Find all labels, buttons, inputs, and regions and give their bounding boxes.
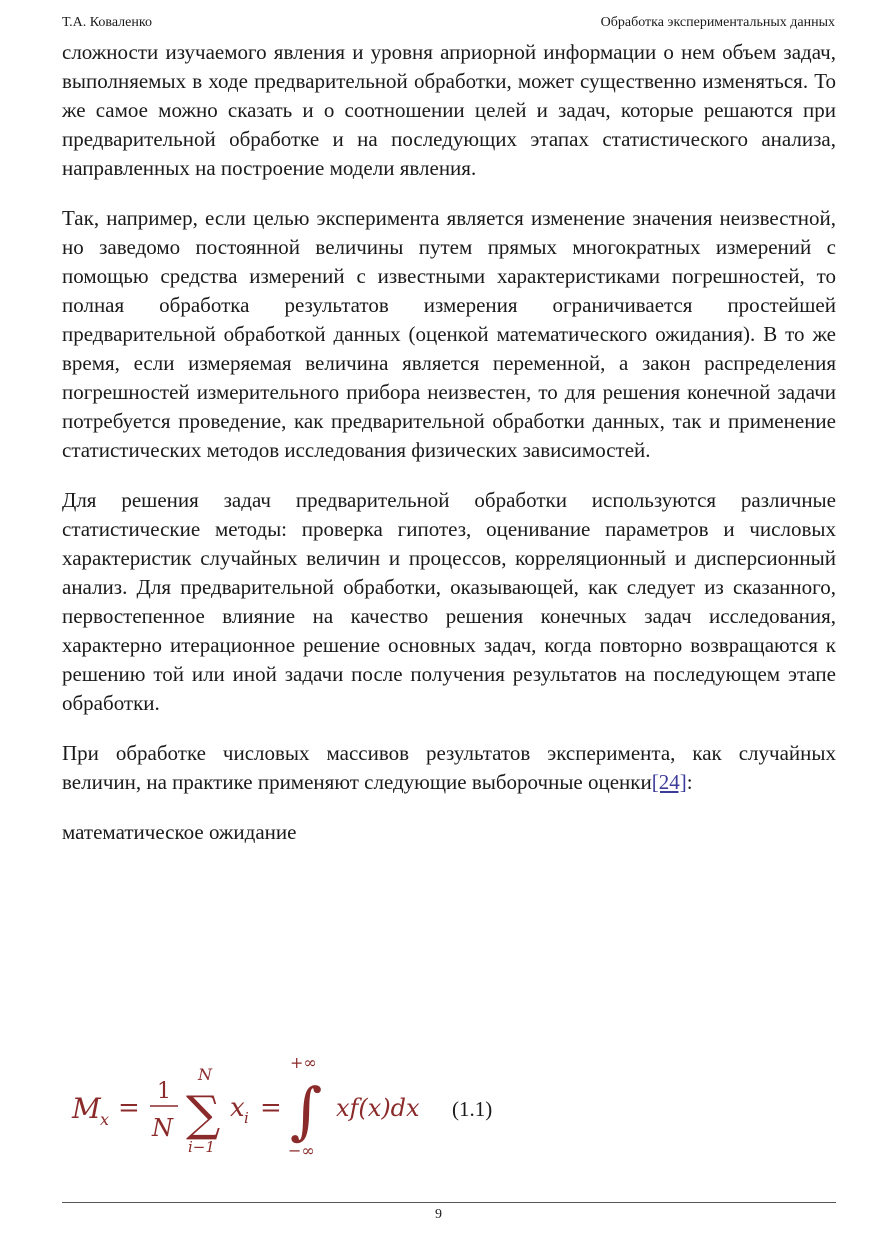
equation-number: (1.1) bbox=[452, 1097, 493, 1121]
citation-link[interactable]: [24] bbox=[651, 770, 687, 794]
formula-lhs-sub: x bbox=[100, 1110, 110, 1129]
formula-lhs: M bbox=[72, 1092, 101, 1125]
page-number: 9 bbox=[435, 1207, 442, 1222]
formula-sum-lower: i−1 bbox=[188, 1138, 215, 1156]
running-header-title: Обработка экспериментальных данных bbox=[600, 15, 835, 30]
formula-sum-upper: N bbox=[198, 1065, 212, 1084]
paragraph-3: Для решения задач предварительной обработки используются различные статистические методы: проверка гипотез, оценивание параметров и числовых характеристик случайных величин и процессов, корреляционный и дисперсионный анализ. Для предварительной обработки, оказывающей, как следует из сказанного, первостепенное влияние на качество решения конечных задач исследования, характерно итерационное решение основных задач, когда повторно возвращаются к решению той или иной задачи после получения результатов на последующем этапе обработки. bbox=[62, 488, 836, 715]
formula-equals-2: = bbox=[260, 1093, 282, 1123]
formula-frac-den: N bbox=[152, 1114, 173, 1142]
paragraph-4 bbox=[62, 739, 836, 797]
running-header-author: Т.А. Коваленко bbox=[62, 15, 152, 30]
formula-integrand: xf(x)dx bbox=[336, 1094, 420, 1122]
formula-term-sub: i bbox=[244, 1109, 249, 1127]
paragraph-2: Так, например, если целью эксперимента является изменение значения неизвестной, но заведомо постоянной величины путем прямых многократных измерений с помощью средства измерений с известными характеристиками погрешностей, то полная обработка результатов измерения ограничивается простейшей предварительной обработкой данных (оценкой математического ожидания). В то же время, если измеряемая величина является переменной, а закон распределения погрешностей измерительного прибора неизвестен, то для решения конечной задачи потребуется проведение, как предварительной обработки данных, так и применение статистических методов исследования физических зависимостей. bbox=[62, 206, 836, 462]
footer-divider bbox=[62, 1202, 836, 1203]
paragraph-4-end: : bbox=[686, 770, 693, 794]
paragraph-1: сложности изучаемого явления и уровня априорной информации о нем объем задач, выполняемых в ходе предварительной обработки, может существенно изменяться. То же самое можно сказать и о соотношении целей и задач, которые решаются при предварительной обработке и на последующих этапах статистического анализа, направленных на построение модели явления. bbox=[62, 40, 836, 180]
formula-label: математическое ожидание bbox=[62, 820, 297, 844]
formula-frac-num: 1 bbox=[157, 1079, 171, 1104]
sum-sign-icon: ∑ bbox=[186, 1086, 221, 1142]
formula-int-upper: +∞ bbox=[290, 1053, 317, 1072]
integral-sign-icon: ∫ bbox=[290, 1074, 323, 1147]
formula-term: x bbox=[230, 1093, 245, 1123]
formula-int-lower: −∞ bbox=[288, 1141, 315, 1160]
formula-equals-1: = bbox=[118, 1093, 140, 1123]
paragraph-4-text: При обработке числовых массивов результатов эксперимента, как случайных величин, на практике применяют следующие выборочные оценки bbox=[62, 741, 836, 794]
page-body bbox=[62, 38, 836, 847]
